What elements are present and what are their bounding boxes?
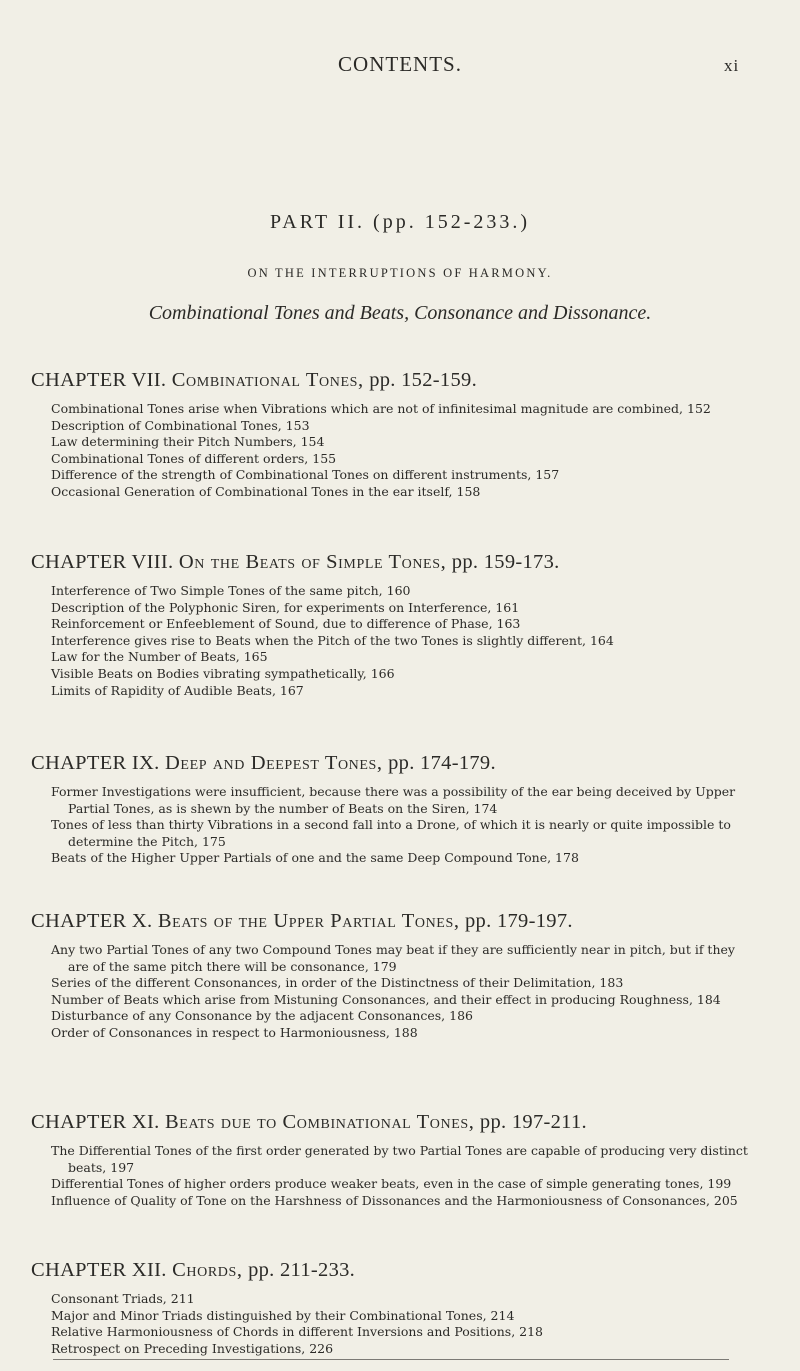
toc-entry: Combinational Tones arise when Vibrations which are not of infinitesimal magnitude are combined, 152 [51,401,711,416]
chapter-number: CHAPTER VII. [31,369,167,391]
chapter-xii [0,1259,800,1357]
toc-entry: Order of Consonances in respect to Harmoniousness, 188 [51,1024,418,1040]
chapter-title: Beats due to Combinational Tones, [165,1111,475,1133]
chapter-vii [0,369,800,501]
chapter-number: CHAPTER IX. [31,752,160,774]
chapter-pages: pp. 197-211. [479,1111,587,1133]
chapter-ix [0,752,800,867]
chapter-title: Combinational Tones, [171,369,364,391]
running-title: CONTENTS. [338,52,462,76]
chapter-pages: pp. 211-233. [248,1259,356,1281]
chapter-heading [31,1259,800,1282]
toc-entry: Disturbance of any Consonance by the adjacent Consonances, 186 [51,1008,473,1024]
part-title: PART II. (pp. 152-233.) [269,211,531,233]
chapter-entries [51,784,751,867]
bottom-rule [53,1359,729,1360]
chapter-entries [51,942,751,1042]
chapter-viii [0,551,800,699]
toc-entry: Influence of Quality of Tone on the Harshness of Dissonances and the Harmoniousness of Consonances, 205 [51,1192,738,1208]
chapter-number: CHAPTER X. [31,910,153,932]
toc-entry: Series of the different Consonances, in order of the Distinctness of their Delimitation, 183 [51,975,624,991]
toc-entry: Tones of less than thirty Vibrations in a second fall into a Drone, of which it is nearly or quite impossible to determine the Pitch, 175 [51,817,731,849]
toc-entry: Limits of Rapidity of Audible Beats, 167 [51,682,304,698]
page-number: xi [724,56,740,75]
toc-entry: Difference of the strength of Combinational Tones on different instruments, 157 [51,467,560,483]
chapter-entries [51,1143,751,1209]
toc-entry: Retrospect on Preceding Investigations, 226 [51,1340,334,1356]
chapter-heading [31,1111,800,1134]
chapter-title: Chords, [172,1259,243,1281]
chapter-x [0,910,800,1042]
chapter-heading [31,551,800,574]
toc-entry: Any two Partial Tones of any two Compound Tones may beat if they are sufficiently near in pitch, but if they are of the same pitch there will be consonance, 179 [51,942,735,974]
toc-entry: Law for the Number of Beats, 165 [51,649,268,665]
chapter-title: On the Beats of Simple Tones, [178,551,447,573]
part-description: Combinational Tones and Beats, Consonance and Dissonance. [148,302,652,324]
toc-entry: Description of the Polyphonic Siren, for experiments on Interference, 161 [51,599,520,615]
chapter-pages: pp. 159-173. [451,551,560,573]
chapter-number: CHAPTER VIII. [31,551,174,573]
toc-entry: Former Investigations were insufficient, because there was a possibility of the ear being deceived by Upper Partial Tones, as is shewn by the number of Beats on the Siren, 174 [51,784,736,816]
chapter-pages: pp. 174-179. [388,752,496,774]
toc-entry: Consonant Triads, 211 [51,1291,195,1306]
toc-entry: Reinforcement or Enfeeblement of Sound, due to difference of Phase, 163 [51,616,521,632]
chapter-pages: pp. 179-197. [465,910,573,932]
chapter-heading [31,910,800,933]
chapter-number: CHAPTER XII. [31,1259,167,1281]
toc-entry: Major and Minor Triads distinguished by their Combinational Tones, 214 [51,1307,515,1323]
toc-entry: Description of Combinational Tones, 153 [51,417,310,433]
toc-entry: Differential Tones of higher orders produce weaker beats, even in the case of simple generating tones, 199 [51,1176,732,1192]
chapter-entries [51,1291,751,1357]
chapter-heading [31,752,800,775]
chapter-title: Beats of the Upper Partial Tones, [157,910,460,932]
chapter-entries [51,583,751,699]
toc-entry: Visible Beats on Bodies vibrating sympathetically, 166 [51,665,395,681]
toc-entry: Law determining their Pitch Numbers, 154 [51,434,325,450]
toc-entry: Occasional Generation of Combinational Tones in the ear itself, 158 [51,483,481,499]
toc-entry: Combinational Tones of different orders, 155 [51,450,337,466]
chapter-entries [51,401,751,501]
toc-entry: Interference of Two Simple Tones of the same pitch, 160 [51,583,411,598]
toc-entry: Beats of the Higher Upper Partials of one and the same Deep Compound Tone, 178 [51,850,579,866]
toc-entry: Interference gives rise to Beats when the Pitch of the two Tones is slightly different, 164 [51,632,614,648]
toc-entry: The Differential Tones of the first order generated by two Partial Tones are capable of producing very distinct beats, 197 [51,1143,748,1175]
chapter-number: CHAPTER XI. [31,1111,160,1133]
chapter-title: Deep and Deepest Tones, [165,752,383,774]
chapter-heading [31,369,800,392]
toc-entry: Number of Beats which arise from Mistuning Consonances, and their effect in producing Roughness, 184 [51,991,721,1007]
part-subtitle: ON THE INTERRUPTIONS OF HARMONY. [247,266,553,280]
toc-entry: Relative Harmoniousness of Chords in different Inversions and Positions, 218 [51,1324,543,1340]
chapter-pages: pp. 152-159. [369,369,477,391]
chapter-xi [0,1111,800,1209]
